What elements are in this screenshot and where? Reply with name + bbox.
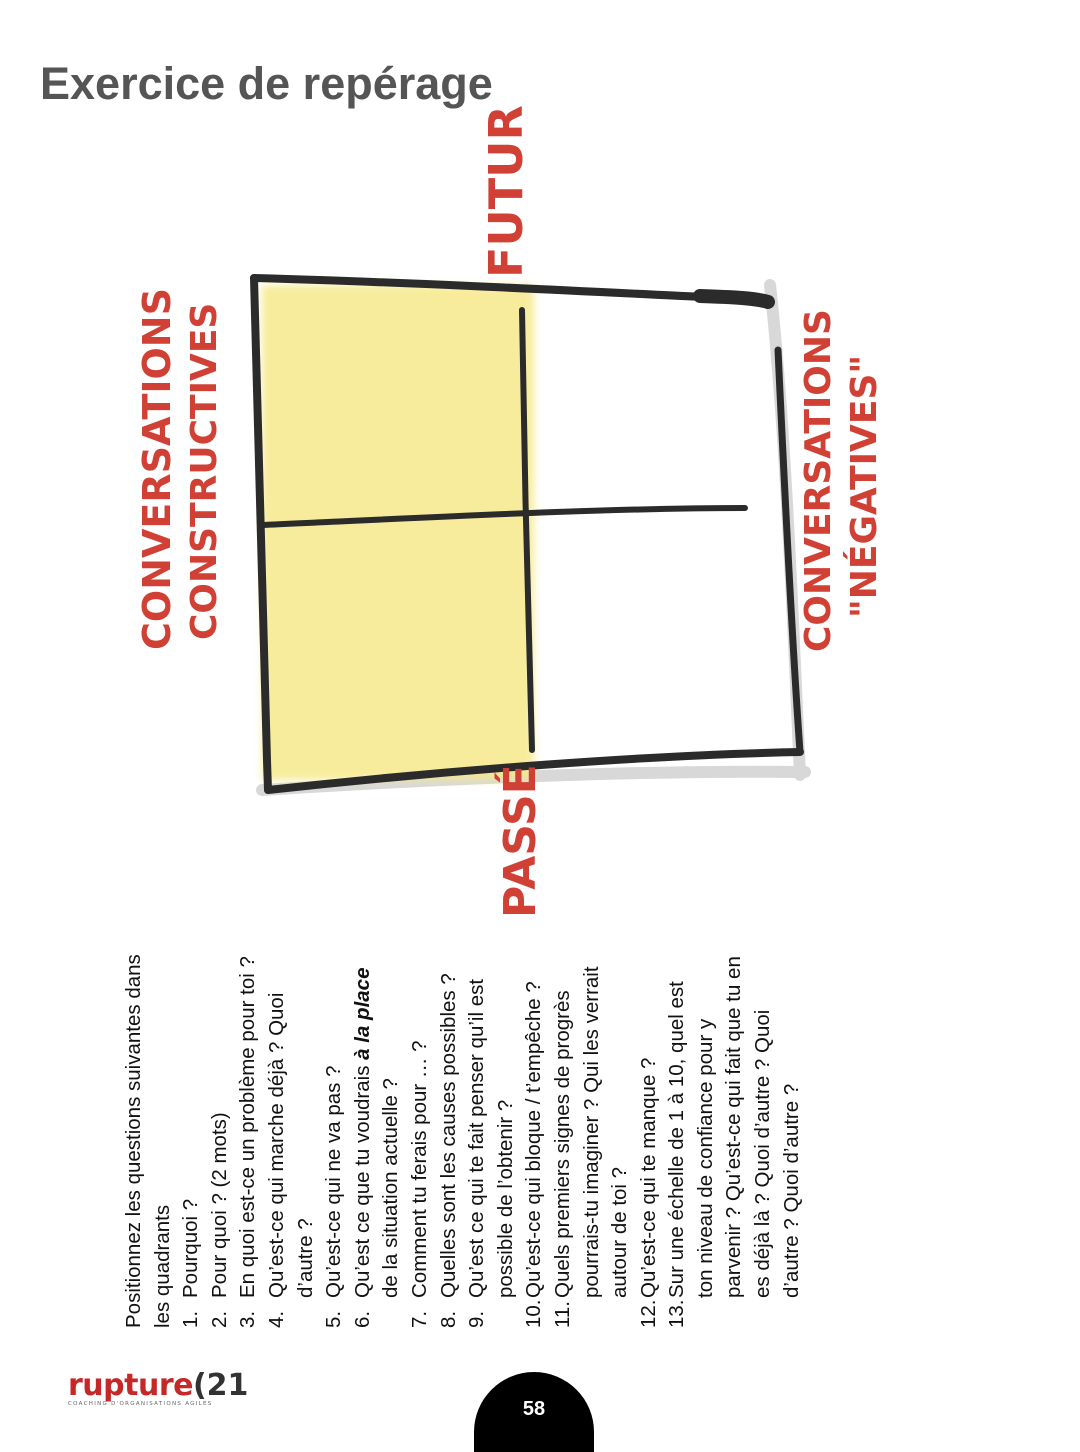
- question-number: 6.: [350, 1310, 374, 1328]
- question-text: de la situation actuelle ?: [379, 1078, 403, 1298]
- question-number: 2.: [207, 1310, 231, 1328]
- logo-word: rupture: [68, 1368, 193, 1403]
- frame-top-tail: [700, 296, 768, 302]
- page-title: Exercice de repérage: [40, 58, 493, 109]
- question-number: 1.: [179, 1310, 203, 1328]
- question-text: Quels premiers signes de progrès pourrais-tu imaginer ? Qui les verrait autour de toi ?: [550, 966, 632, 1298]
- questions-intro: Positionnez les questions suivantes dans les quadrants: [122, 954, 174, 1328]
- question-text: Quelles sont les causes possibles ?: [436, 973, 460, 1298]
- question-text: Qu’est-ce qui ne va pas ?: [322, 1065, 346, 1298]
- question-text: Pour quoi ? (2 mots): [207, 1112, 231, 1298]
- question-number: 13.: [665, 1299, 689, 1328]
- label-negative-line2: "NÉGATIVES": [844, 354, 885, 618]
- question-text: Qu’est ce qui te fait penser qu’il est possible de l’obtenir ?: [465, 978, 517, 1298]
- question-item: [234, 948, 263, 1328]
- question-number: 12.: [636, 1299, 660, 1328]
- question-number: 3.: [236, 1310, 260, 1328]
- question-item: [635, 948, 664, 1328]
- question-item: [663, 948, 806, 1328]
- question-number: 5.: [322, 1310, 346, 1328]
- question-text: Qu’est-ce qui bloque / t’empêche ?: [522, 981, 546, 1298]
- question-item: [349, 948, 406, 1328]
- question-text: Sur une échelle de 1 à 10, quel est ton niveau de confiance pour y parvenir ? Qu’est-ce qui fait que tu en es déjà là ? Quoi d’autre ? Quoi d’autre ? Quoi d’autre ?: [665, 956, 803, 1298]
- rupture21-logo: [68, 1368, 248, 1407]
- logo-brace: (21: [192, 1368, 249, 1403]
- question-number: 8.: [436, 1310, 460, 1328]
- question-item: [549, 948, 635, 1328]
- label-futur: FUTUR: [479, 105, 533, 278]
- question-emphasis: à la place: [350, 967, 374, 1060]
- question-text: Comment tu ferais pour … ?: [407, 1040, 431, 1298]
- question-item: [206, 948, 235, 1328]
- page-number: 58: [522, 1398, 546, 1420]
- question-text: Pourquoi ?: [179, 1198, 203, 1298]
- logo-tagline: COACHING D'ORGANISATIONS AGILES: [68, 1401, 213, 1407]
- question-item: [520, 948, 549, 1328]
- question-item: [463, 948, 520, 1328]
- question-text: Qu’est-ce qui marche déjà ? Quoi d’autre ?: [264, 992, 317, 1298]
- question-number: 11.: [550, 1301, 574, 1328]
- question-item: [406, 948, 435, 1328]
- question-number: 9.: [465, 1310, 489, 1328]
- question-text: Qu’est ce que tu voudrais: [350, 1059, 374, 1298]
- question-number: 7.: [407, 1310, 431, 1328]
- question-number: 4.: [264, 1310, 288, 1328]
- label-constructive-line2: CONSTRUCTIVES: [184, 302, 225, 640]
- question-item: [177, 948, 206, 1328]
- label-passe: PASSÉ: [495, 764, 546, 918]
- question-number: 10.: [522, 1299, 546, 1328]
- question-item: [263, 948, 320, 1328]
- question-text: En quoi est-ce un problème pour toi ?: [236, 956, 260, 1298]
- frame-right-line: [778, 350, 800, 752]
- label-constructive-line1: CONVERSATIONS: [135, 288, 179, 650]
- question-text: Qu’est-ce qui te manque ?: [636, 1057, 660, 1298]
- question-list: [177, 948, 806, 1328]
- question-item: [320, 948, 349, 1328]
- label-negative-line1: CONVERSATIONS: [798, 309, 839, 652]
- constructive-highlight: [262, 285, 534, 780]
- question-item: [435, 948, 464, 1328]
- questions-block: [120, 948, 806, 1328]
